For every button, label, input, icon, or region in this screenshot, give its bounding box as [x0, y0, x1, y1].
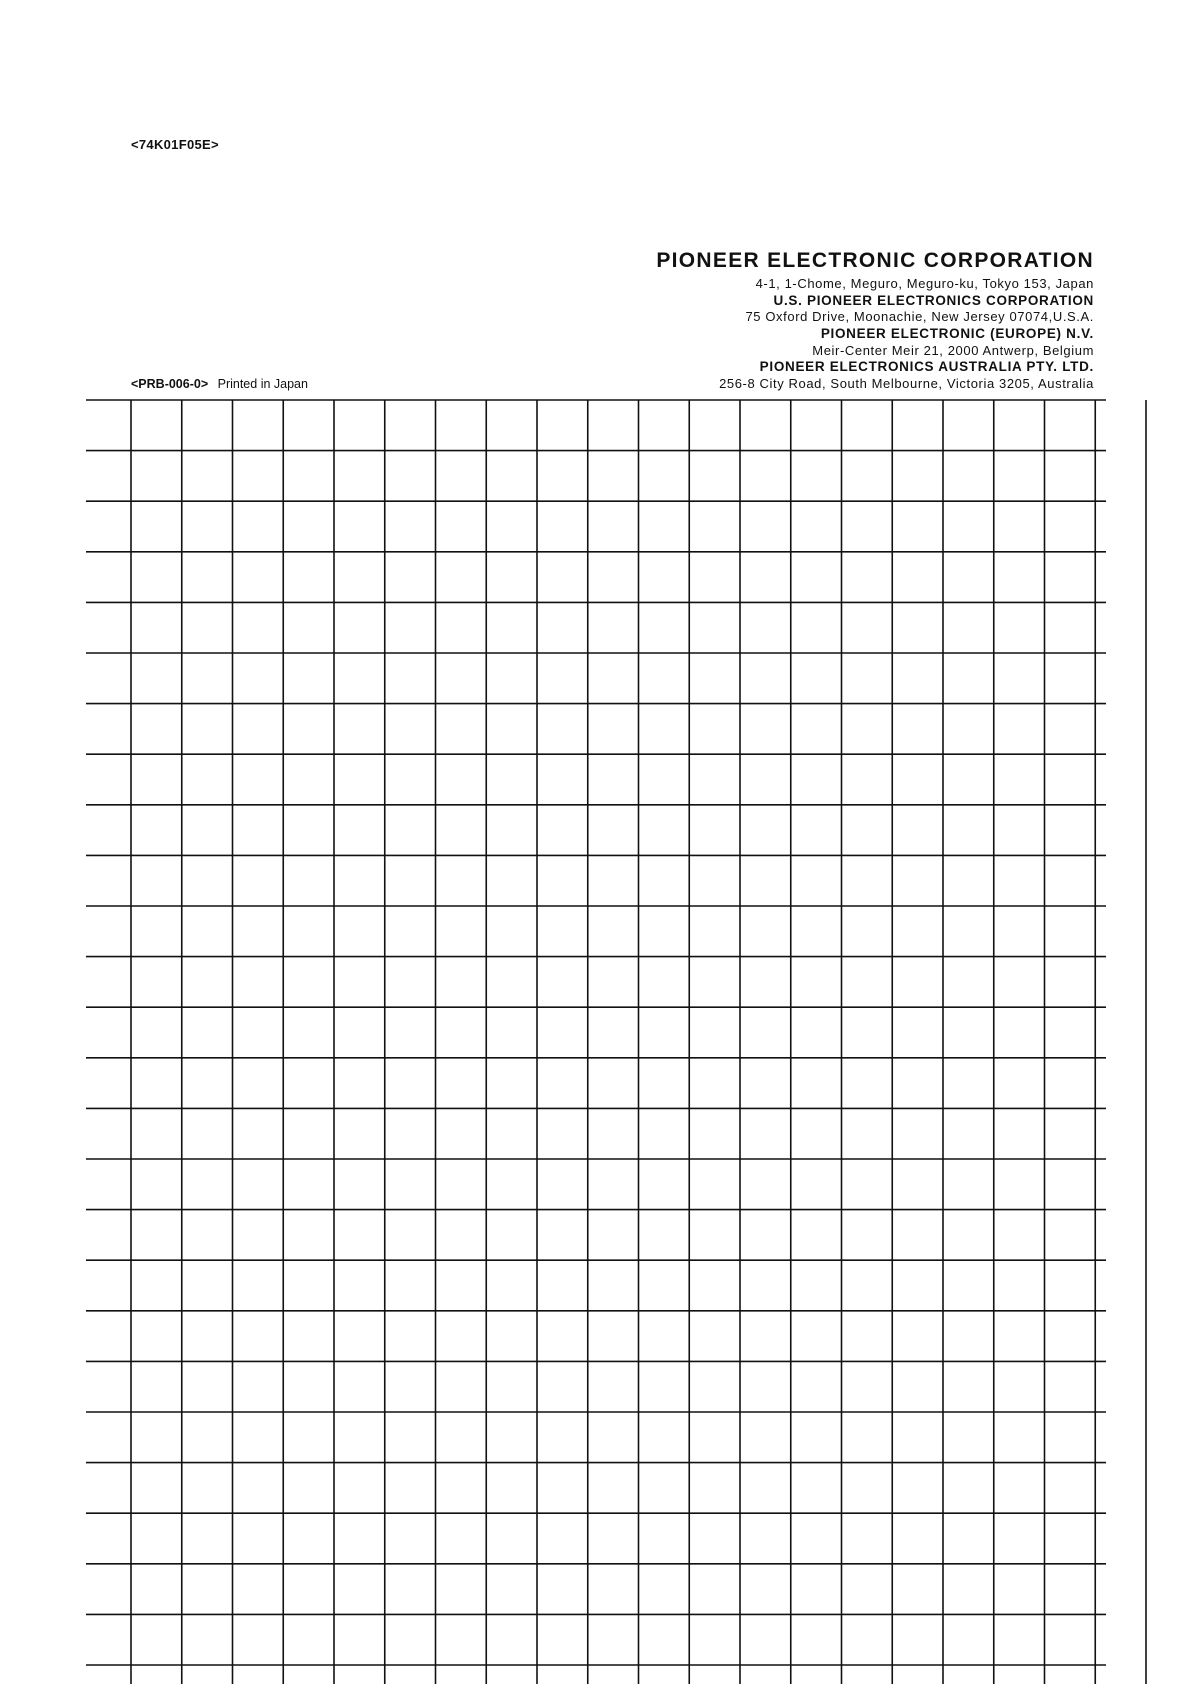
europe-company-address: Meir-Center Meir 21, 2000 Antwerp, Belgium [812, 342, 1094, 358]
printed-in-label: Printed in Japan [217, 377, 308, 391]
company-main-name: PIONEER ELECTRONIC CORPORATION [656, 249, 1094, 272]
us-company-name: U.S. PIONEER ELECTRONICS CORPORATION [773, 292, 1094, 308]
company-main-address: 4-1, 1-Chome, Meguro, Meguro-ku, Tokyo 153, Japan [755, 276, 1094, 292]
document-code: <74K01F05E> [131, 137, 219, 152]
australia-company-address: 256-8 City Road, South Melbourne, Victoria 3205, Australia [719, 375, 1094, 391]
us-company-address: 75 Oxford Drive, Moonachie, New Jersey 07074,U.S.A. [745, 309, 1094, 325]
australia-company-name: PIONEER ELECTRONICS AUSTRALIA PTY. LTD. [759, 358, 1094, 374]
print-code: <PRB-006-0> [131, 377, 209, 391]
europe-company-name: PIONEER ELECTRONIC (EUROPE) N.V. [820, 325, 1094, 341]
